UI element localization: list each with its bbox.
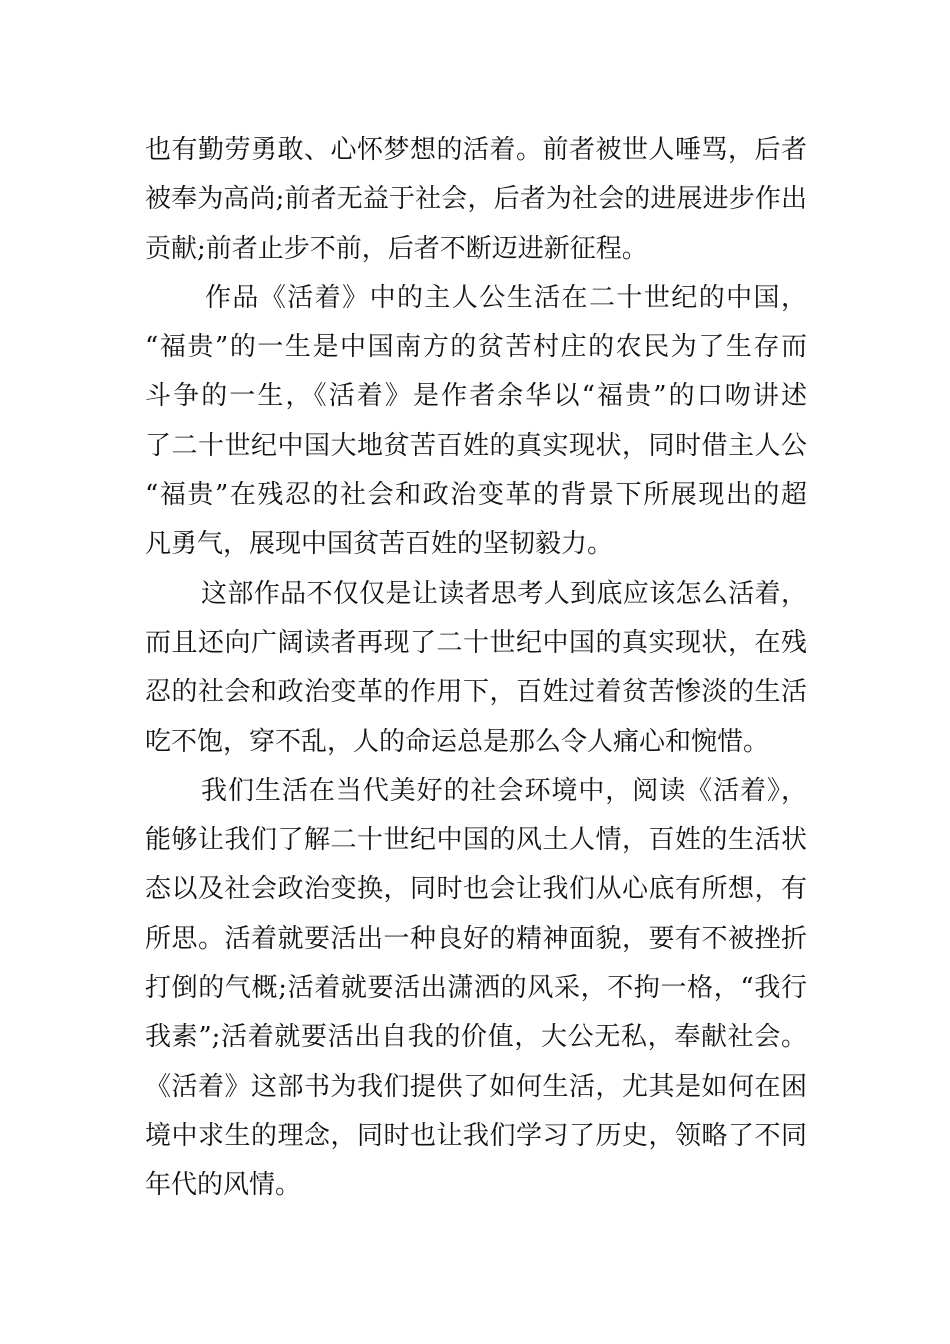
paragraph-line: 年代的风情。 xyxy=(145,1170,302,1201)
paragraph-2 xyxy=(145,274,807,570)
paragraph-line: 作品《活着》中的主人公生活在二十世纪的中国， xyxy=(205,282,807,313)
paragraph-line: 凡勇气，展现中国贫苦百姓的坚韧毅力。 xyxy=(145,529,614,560)
paragraph-line: 态以及社会政治变换，同时也会让我们从心底有所想，有 xyxy=(145,874,807,905)
paragraph-line: 贡献;前者止步不前，后者不断迈进新征程。 xyxy=(145,233,648,264)
paragraph-line: 所思。活着就要活出一种良好的精神面貌，要有不被挫折 xyxy=(145,923,807,954)
paragraph-line: 我素”;活着就要活出自我的价值，大公无私，奉献社会。 xyxy=(145,1022,807,1053)
paragraph-line: 境中求生的理念，同时也让我们学习了历史，领略了不同 xyxy=(145,1120,807,1151)
paragraph-line: 忍的社会和政治变革的作用下，百姓过着贫苦惨淡的生活 xyxy=(145,677,807,708)
paragraph-line: 而且还向广阔读者再现了二十世纪中国的真实现状，在残 xyxy=(145,627,807,658)
paragraph-line: 《活着》这部书为我们提供了如何生活，尤其是如何在困 xyxy=(145,1071,807,1102)
paragraph-line: 打倒的气概;活着就要活出潇洒的风采，不拘一格，“我行 xyxy=(145,973,807,1004)
paragraph-line: 这部作品不仅仅是让读者思考人到底应该怎么活着， xyxy=(201,578,807,609)
paragraph-line: 也有勤劳勇敢、心怀梦想的活着。前者被世人唾骂，后者 xyxy=(145,135,807,165)
paragraph-line: 吃不饱，穿不乱，人的命运总是那么令人痛心和惋惜。 xyxy=(145,726,770,757)
paragraph-line: “福贵”在残忍的社会和政治变革的背景下所展现出的超 xyxy=(145,480,807,511)
paragraph-line: 了二十世纪中国大地贫苦百姓的真实现状，同时借主人公 xyxy=(145,430,807,461)
paragraph-4 xyxy=(145,767,807,1211)
paragraph-line: “福贵”的一生是中国南方的贫苦村庄的农民为了生存而 xyxy=(145,332,807,363)
document-body xyxy=(145,126,807,1211)
paragraph-3 xyxy=(145,570,807,767)
paragraph-line: 被奉为高尚;前者无益于社会，后者为社会的进展进步作出 xyxy=(145,184,807,215)
paragraph-line: 能够让我们了解二十世纪中国的风土人情，百姓的生活状 xyxy=(145,825,807,856)
paragraph-line: 斗争的一生，《活着》是作者余华以“福贵”的口吻讲述 xyxy=(145,381,807,412)
paragraph-1 xyxy=(145,126,807,274)
paragraph-line: 我们生活在当代美好的社会环境中，阅读《活着》， xyxy=(201,775,807,806)
